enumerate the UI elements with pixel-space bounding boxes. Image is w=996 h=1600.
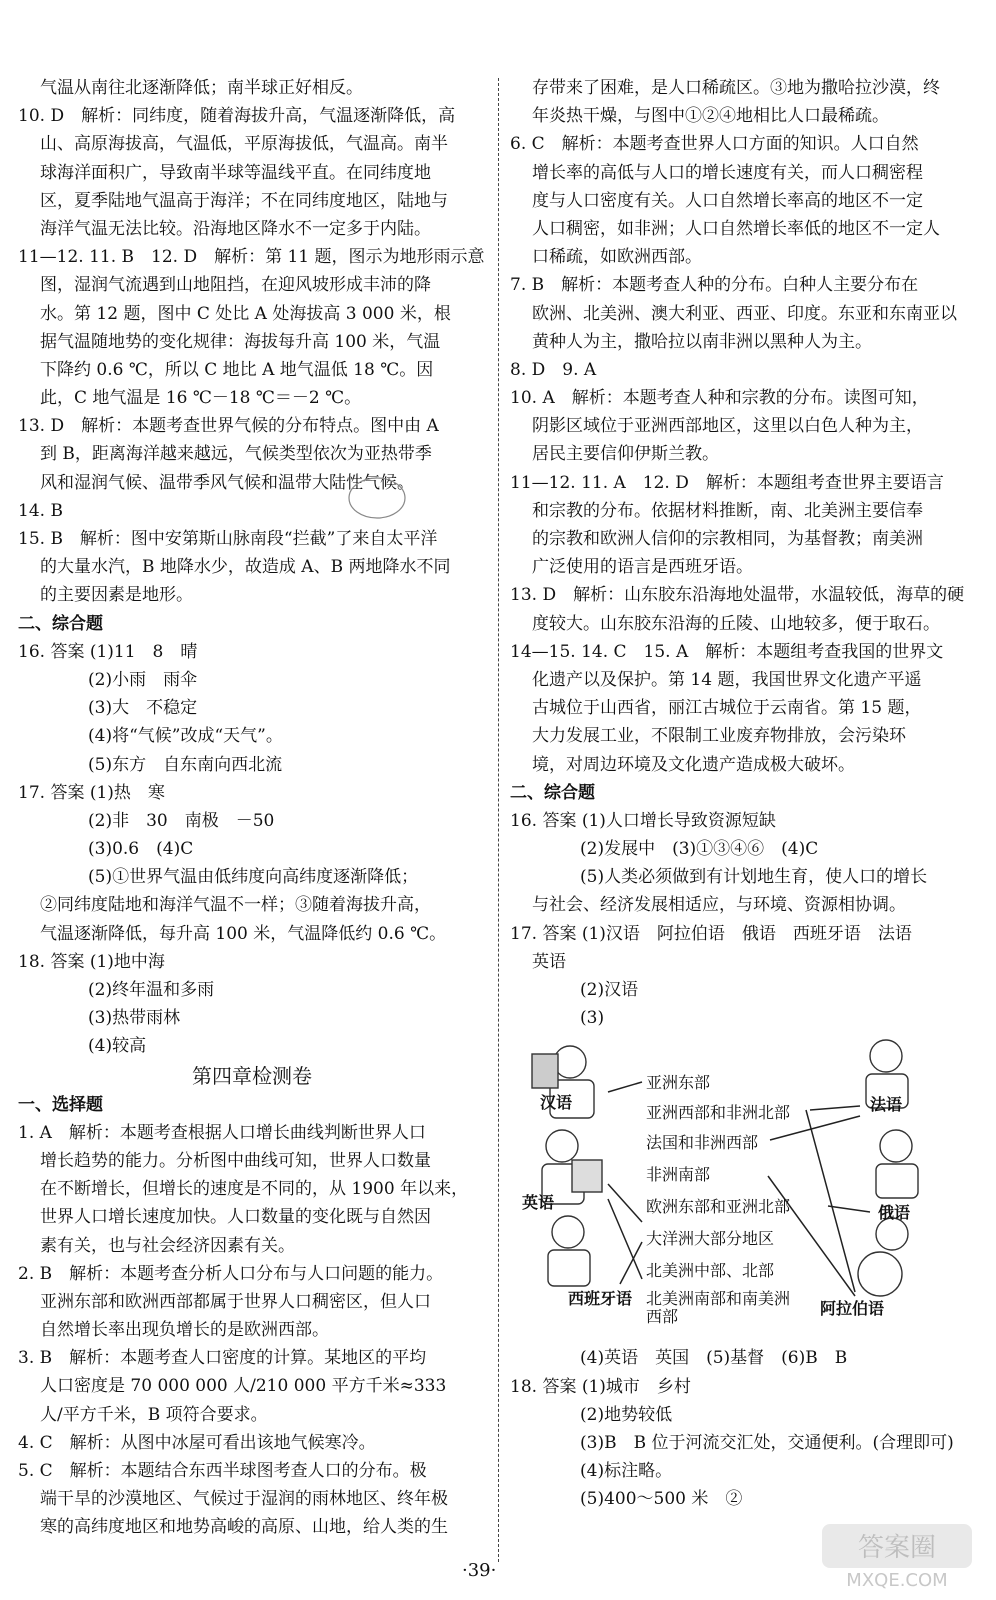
text-line: (5)人类必须做到有计划地生育，使人口的增长 bbox=[580, 867, 928, 888]
text-line: 11—12. 11. B 12. D 解析：第 11 题，图示为地形雨示意 bbox=[18, 247, 485, 268]
text-line: 与社会、经济发展相适应，与环境、资源相协调。 bbox=[532, 895, 906, 916]
text-line: (5)东方 自东南向西北流 bbox=[88, 754, 283, 775]
text-line: 欧洲、北美洲、澳大利亚、西亚、印度。东亚和东南亚以 bbox=[532, 303, 957, 324]
text-line: (3)0.6 (4)C bbox=[88, 839, 194, 860]
left-column bbox=[18, 74, 486, 1542]
text-line: (2)发展中 (3)①③④⑥ (4)C bbox=[580, 839, 819, 860]
region-item: 大洋洲大部分地区 bbox=[646, 1229, 775, 1249]
text-line: (3)大 不稳定 bbox=[88, 698, 198, 719]
text-line: 14—15. 14. C 15. A 解析：本题组考查我国的世界文 bbox=[510, 641, 944, 662]
text-line: 黄种人为主，撒哈拉以南非洲以黑种人为主。 bbox=[532, 331, 872, 352]
text-line: (5)400～500 米 ② bbox=[580, 1489, 743, 1510]
text-line: 素有关，也与社会经济因素有关。 bbox=[40, 1235, 295, 1256]
text-line: 端干旱的沙漠地区、气候过于湿润的雨林地区、终年极 bbox=[40, 1489, 448, 1510]
text-line: 增长率的高低与人口的增长速度有关，而人口稠密程 bbox=[532, 162, 923, 183]
text-line: 6. C 解析：本题考查世界人口方面的知识。人口自然 bbox=[510, 134, 919, 155]
language-matching-figure bbox=[510, 1034, 978, 1344]
text-line: (3)B B 位于河流交汇处，交通便利。(合理即可) bbox=[580, 1432, 954, 1453]
text-line: 人/平方千米，B 项符合要求。 bbox=[40, 1404, 268, 1425]
text-line: 度与人口密度有关。人口自然增长率高的地区不一定 bbox=[532, 190, 923, 211]
text-line: 气温从南往北逐渐降低；南半球正好相反。 bbox=[40, 78, 363, 98]
chapter-title: 第四章检测卷 bbox=[192, 1063, 312, 1088]
lang-arabic: 阿拉伯语 bbox=[820, 1299, 885, 1319]
stamp-mark bbox=[345, 472, 409, 524]
lang-english: 英语 bbox=[522, 1193, 555, 1213]
section-heading: 二、综合题 bbox=[18, 613, 103, 634]
text-line: 下降约 0.6 ℃，所以 C 地比 A 地气温低 18 ℃。因 bbox=[40, 359, 434, 380]
text-line: 14. B bbox=[18, 500, 63, 521]
text-line: (2)小雨 雨伞 bbox=[88, 669, 198, 690]
text-line: 11—12. 11. A 12. D 解析：本题组考查世界主要语言 bbox=[510, 472, 944, 493]
watermark-logo bbox=[822, 1524, 972, 1590]
text-line: 风和湿润气候、温带季风气候和温带大陆性气候。 bbox=[40, 472, 414, 493]
text-line: (3) bbox=[580, 1008, 605, 1029]
text-line: 3. B 解析：本题考查人口密度的计算。某地区的平均 bbox=[18, 1348, 427, 1369]
page-number: ·39· bbox=[462, 1560, 497, 1581]
text-line: 的宗教和欧洲人信仰的宗教相同，为基督教；南美洲 bbox=[532, 529, 923, 549]
text-line: (2)非 30 南极 －50 bbox=[88, 810, 275, 831]
text-line: 水。第 12 题，图中 C 处比 A 处海拔高 3 000 米，根 bbox=[40, 303, 451, 324]
text-line: 居民主要信仰伊斯兰教。 bbox=[532, 444, 719, 465]
region-item: 非洲南部 bbox=[646, 1165, 711, 1185]
text-line: 18. 答案 (1)城市 乡村 bbox=[510, 1376, 691, 1397]
lang-french: 法语 bbox=[870, 1095, 903, 1115]
text-line: 阴影区域位于亚洲西部地区，这里以白色人种为主， bbox=[532, 416, 923, 437]
region-item-tail: 西部 bbox=[646, 1307, 679, 1327]
region-item: 亚洲西部和非洲北部 bbox=[646, 1103, 791, 1123]
text-line: (4)英语 英国 (5)基督 (6)B B bbox=[580, 1348, 848, 1369]
text-line: 的主要因素是地形。 bbox=[40, 585, 193, 606]
text-line: 的大量水汽，B 地降水少，故造成 A、B 两地降水不同 bbox=[40, 557, 451, 578]
text-line: (3)热带雨林 bbox=[88, 1008, 181, 1029]
text-line: 古城位于山西省，丽江古城位于云南省。第 15 题， bbox=[532, 698, 922, 719]
region-item: 亚洲东部 bbox=[646, 1073, 711, 1093]
text-line: 17. 答案 (1)汉语 阿拉伯语 俄语 西班牙语 法语 bbox=[510, 923, 912, 944]
text-line: 18. 答案 (1)地中海 bbox=[18, 951, 165, 972]
region-item: 北美洲南部和南美洲 bbox=[646, 1289, 791, 1309]
text-line: 增长趋势的能力。分析图中曲线可知，世界人口数量 bbox=[40, 1150, 431, 1171]
text-line: (2)终年温和多雨 bbox=[88, 980, 215, 1000]
text-line: 大力发展工业，不限制工业废弃物排放，会污染环 bbox=[532, 726, 906, 747]
text-line: 13. D 解析：山东胶东沿海地处温带，水温较低，海草的硬 bbox=[510, 585, 965, 606]
text-line: 5. C 解析：本题结合东西半球图考查人口的分布。极 bbox=[18, 1461, 427, 1481]
text-line: 口稀疏，如欧洲西部。 bbox=[532, 247, 702, 268]
lang-chinese: 汉语 bbox=[540, 1093, 573, 1113]
text-line: 8. D 9. A bbox=[510, 359, 597, 380]
text-line: (4)将“气候”改成“天气”。 bbox=[88, 726, 283, 747]
column-divider bbox=[498, 78, 499, 1562]
region-item: 欧洲东部和亚洲北部 bbox=[646, 1197, 791, 1217]
text-line: 世界人口增长速度加快。人口数量的变化既与自然因 bbox=[40, 1207, 431, 1228]
text-line: 16. 答案 (1)11 8 晴 bbox=[18, 641, 198, 662]
text-line: (5)①世界气温由低纬度向高纬度逐渐降低； bbox=[88, 867, 419, 888]
text-line: (2)汉语 bbox=[580, 980, 639, 1000]
section-heading: 一、选择题 bbox=[18, 1094, 103, 1115]
lang-spanish: 西班牙语 bbox=[568, 1289, 633, 1309]
text-line: 7. B 解析：本题考查人种的分布。白种人主要分布在 bbox=[510, 275, 919, 296]
svg-text:答案圈: 答案圈 bbox=[857, 1533, 937, 1563]
text-line: 2. B 解析：本题考查分析人口分布与人口问题的能力。 bbox=[18, 1263, 444, 1284]
text-line: 山、高原海拔高，气温低，平原海拔低，气温高。南半 bbox=[40, 134, 448, 155]
text-line: 区，夏季陆地气温高于海洋；不在同纬度地区，陆地与 bbox=[40, 190, 448, 211]
text-line: 据气温随地势的变化规律：海拔每升高 100 米，气温 bbox=[40, 331, 441, 352]
region-item: 北美洲中部、北部 bbox=[646, 1261, 775, 1281]
text-line: 人口稠密，如非洲；人口自然增长率低的地区不一定人 bbox=[532, 218, 940, 239]
text-line: 到 B，距离海洋越来越远，气候类型依次为亚热带季 bbox=[40, 444, 432, 465]
text-line: 自然增长率出现负增长的是欧洲西部。 bbox=[40, 1320, 329, 1341]
text-line: 10. A 解析：本题考查人种和宗教的分布。读图可知， bbox=[510, 388, 929, 409]
text-line: 气温逐渐降低，每升高 100 米，气温降低约 0.6 ℃。 bbox=[40, 923, 447, 944]
svg-text:MXQE.COM: MXQE.COM bbox=[846, 1570, 948, 1590]
text-line: 在不断增长，但增长的速度是不同的，从 1900 年以来， bbox=[40, 1179, 469, 1200]
text-line: ②同纬度陆地和海洋气温不一样；③随着海拔升高， bbox=[40, 895, 431, 916]
region-item: 法国和非洲西部 bbox=[646, 1133, 759, 1153]
text-line: 寒的高纬度地区和地势高峻的高原、山地，给人类的生 bbox=[40, 1517, 448, 1538]
lang-russian: 俄语 bbox=[878, 1203, 911, 1223]
text-line: 年炎热干燥，与图中①②④地相比人口最稀疏。 bbox=[532, 106, 889, 127]
text-line: 17. 答案 (1)热 寒 bbox=[18, 782, 165, 803]
text-line: 16. 答案 (1)人口增长导致资源短缺 bbox=[510, 810, 776, 831]
text-line: 10. D 解析：同纬度，随着海拔升高，气温逐渐降低，高 bbox=[18, 106, 456, 127]
text-line: 海洋气温无法比较。沿海地区降水不一定多于内陆。 bbox=[40, 218, 431, 239]
text-line: 度较大。山东胶东沿海的丘陵、山地较多，便于取石。 bbox=[532, 613, 940, 634]
text-line: 境，对周边环境及文化遗产造成极大破坏。 bbox=[532, 754, 855, 775]
text-line: 广泛使用的语言是西班牙语。 bbox=[532, 557, 753, 578]
text-line: 化遗产以及保护。第 14 题，我国世界文化遗产平遥 bbox=[532, 669, 922, 690]
text-line: (4)标注略。 bbox=[580, 1461, 673, 1482]
right-column bbox=[510, 74, 978, 1514]
text-line: (4)较高 bbox=[88, 1036, 147, 1057]
text-line: (2)地势较低 bbox=[580, 1404, 673, 1425]
text-line: 图，湿润气流遇到山地阻挡，在迎风坡形成丰沛的降 bbox=[40, 275, 431, 296]
text-line: 和宗教的分布。依据材料推断，南、北美洲主要信奉 bbox=[532, 500, 923, 521]
text-line: 13. D 解析：本题考查世界气候的分布特点。图中由 A bbox=[18, 416, 439, 437]
text-line: 英语 bbox=[532, 951, 566, 972]
text-line: 球海洋面积广，导致南半球等温线平直。在同纬度地 bbox=[40, 162, 431, 183]
text-line: 此，C 地气温是 16 ℃－18 ℃＝－2 ℃。 bbox=[40, 388, 362, 409]
text-line: 15. B 解析：图中安第斯山脉南段“拦截”了来自太平洋 bbox=[18, 529, 438, 549]
text-line: 1. A 解析：本题考查根据人口增长曲线判断世界人口 bbox=[18, 1122, 426, 1143]
text-line: 存带来了困难，是人口稀疏区。③地为撒哈拉沙漠，终 bbox=[532, 78, 940, 98]
right-column-text bbox=[510, 74, 978, 1032]
section-heading: 二、综合题 bbox=[510, 782, 595, 803]
text-line: 4. C 解析：从图中冰屋可看出该地气候寒冷。 bbox=[18, 1432, 376, 1453]
text-line: 人口密度是 70 000 000 人/210 000 平方千米≈333 bbox=[40, 1376, 447, 1397]
right-column-tail bbox=[510, 1344, 978, 1513]
text-line: 亚洲东部和欧洲西部都属于世界人口稠密区，但人口 bbox=[40, 1291, 431, 1312]
